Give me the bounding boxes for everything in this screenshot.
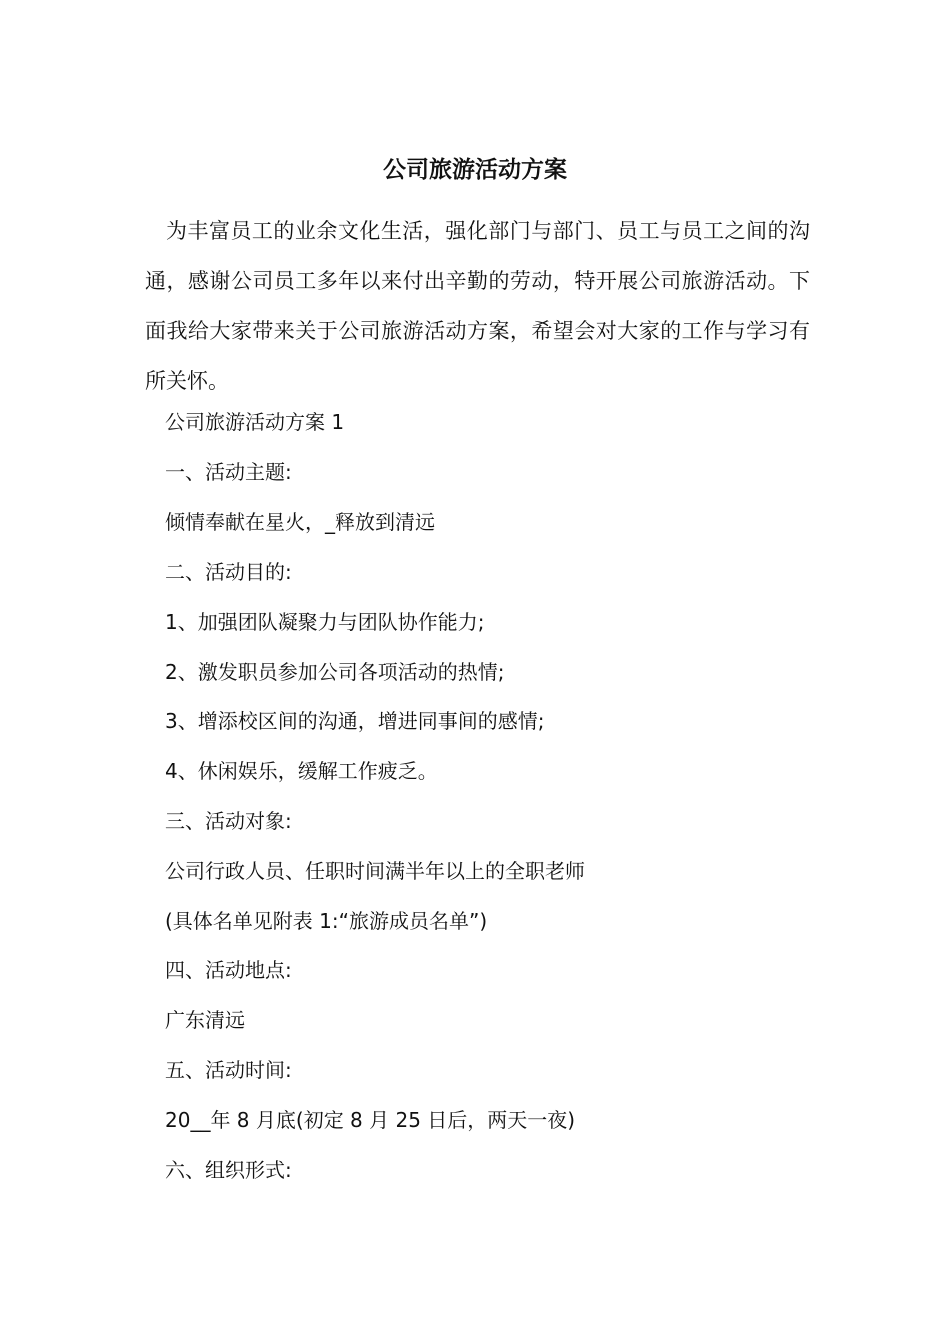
audience-note: (具体名单见附表 1:“旅游成员名单”) bbox=[165, 909, 488, 933]
purpose-item-4: 4、休闲娱乐，缓解工作疲乏。 bbox=[165, 759, 438, 783]
section-heading-purpose: 二、活动目的: bbox=[165, 560, 292, 584]
intro-paragraph: 为丰富员工的业余文化生活，强化部门与部门、员工与员工之间的沟通，感谢公司员工多年以来付出辛勤的劳动，特开展公司旅游活动。下面我给大家带来关于公司旅游活动方案，希望会对大家的工作与学习有所关怀。 bbox=[145, 219, 810, 393]
section-heading-time: 五、活动时间: bbox=[165, 1058, 292, 1082]
theme-text: 倾情奉献在星火，_释放到清远 bbox=[165, 510, 435, 534]
purpose-item-2: 2、激发职员参加公司各项活动的热情; bbox=[165, 660, 505, 684]
section-heading-plan-1: 公司旅游活动方案 1 bbox=[165, 410, 345, 434]
section-heading-location: 四、活动地点: bbox=[165, 958, 292, 982]
section-heading-audience: 三、活动对象: bbox=[165, 809, 292, 833]
section-heading-organization: 六、组织形式: bbox=[165, 1158, 292, 1182]
purpose-item-1: 1、加强团队凝聚力与团队协作能力; bbox=[165, 610, 485, 634]
purpose-item-3: 3、增添校区间的沟通，增进同事间的感情; bbox=[165, 709, 545, 733]
time-text: 20__年 8 月底(初定 8 月 25 日后，两天一夜) bbox=[165, 1108, 576, 1132]
document-title: 公司旅游活动方案 bbox=[383, 157, 567, 183]
section-heading-theme: 一、活动主题: bbox=[165, 460, 292, 484]
location-text: 广东清远 bbox=[165, 1008, 245, 1032]
audience-text: 公司行政人员、任职时间满半年以上的全职老师 bbox=[165, 859, 585, 883]
